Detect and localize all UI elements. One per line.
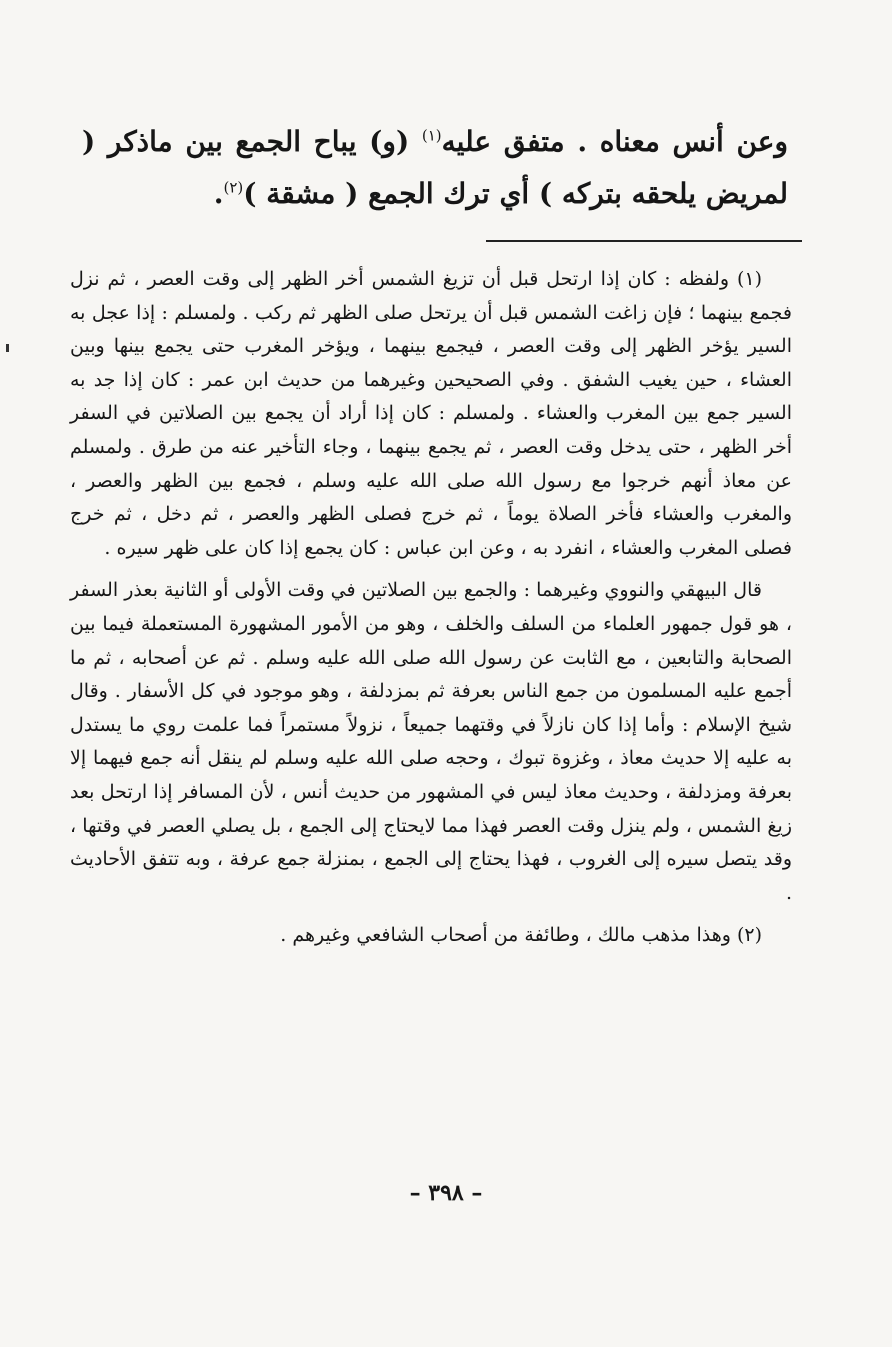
main-line1-start: وعن أنس معناه . متفق عليه xyxy=(441,125,788,158)
main-line2-end: . xyxy=(213,177,224,210)
footnote-2 xyxy=(70,919,792,953)
footnotes xyxy=(70,263,792,953)
page-number: – ٣٩٨ – xyxy=(409,1180,483,1206)
footnote-1-number: (١) xyxy=(736,268,762,290)
footnote-1-continuation: قال البيهقي والنووي وغيرهما : والجمع بين الصلاتين في وقت الأولى أو الثانية بعذر السفر ، هو قول جمهور العلماء من السلف والخلف ، وهو من الأمور المشهورة المستعملة فيما بين الصحابة والتابعين ، مع الثابت عن رسول الله صلى الله عليه وسلم . ثم عن أصحابه ، ثم ما أجمع عليه المسلمون من جمع الناس بعرفة ثم بمزدلفة ، وهو موجود في كل الأسفار . وقال شيخ الإسلام : وأما إذا كان نازلاً في وقتهما جميعاً ، نزولاً مستمراً فما علمت روي ما يستدل به عليه إلا حديث معاذ ، وغزوة تبوك ، وحجه صلى الله عليه وسلم لم ينقل أنه جمع فيهما إلا بعرفة ومزدلفة ، وحديث معاذ ليس في المشهور من حديث أنس ، لأن المسافر إذا ارتحل بعد زيغ الشمس ، ولم ينزل وقت العصر فهذا مما لايحتاج إلى الجمع ، بل يصلي العصر في وقتها ، وقد يتصل سيره إلى الغروب ، فهذا يحتاج إلى الجمع ، بمنزلة جمع عرفة ، وبه تتفق الأحاديث . xyxy=(70,579,792,904)
margin-mark xyxy=(6,344,9,352)
footnote-1-text: ولفظه : كان إذا ارتحل قبل أن تزيغ الشمس أخر الظهر إلى وقت العصر ، ثم نزل فجمع بينهما ؛ فإن زاغت الشمس قبل أن يرتحل صلى الظهر ثم ركب . ولمسلم : إذا عجل به السير يؤخر الظهر إلى وقت العصر ، فيجمع بينهما ، ويؤخر المغرب حتى يجمع بينها وبين العشاء ، حين يغيب الشفق . وفي الصحيحين وغيرهما من حديث ابن عمر : كان إذا جد به السير جمع بين المغرب والعشاء . ولمسلم : كان إذا أراد أن يجمع بين الصلاتين في السفر أخر الظهر ، حتى يدخل وقت العصر ، ثم يجمع بينهما ، وجاء التأخير عنه من طرق . ولمسلم عن معاذ أنهم خرجوا مع رسول الله صلى الله عليه وسلم ، فجمع بين الظهر والعصر ، والمغرب والعشاء فأخر الصلاة يوماً ، ثم خرج فصلى الظهر والعصر ، ثم دخل ، ثم خرج فصلى المغرب والعشاء ، انفرد به ، وعن ابن عباس : كان يجمع إذا كان على ظهر سيره . xyxy=(70,268,792,559)
main-line1-end: (و) يباح الجمع بين ماذكر xyxy=(107,125,422,158)
footnote-separator xyxy=(486,240,802,242)
main-paragraph xyxy=(82,116,788,220)
main-text xyxy=(82,116,788,220)
main-line2-start: ( لمريض يلحقه بتركه ) أي ترك الجمع ( مشقة ) xyxy=(82,125,788,210)
footnote-2-number: (٢) xyxy=(736,924,762,947)
footnote-1 xyxy=(70,263,792,565)
footnote-2-text: وهذا مذهب مالك ، وطائفة من أصحاب الشافعي وغيرهم . xyxy=(280,924,737,947)
footnote-ref-2: (٢) xyxy=(223,178,244,197)
footnote-ref-1: (١) xyxy=(421,126,442,145)
